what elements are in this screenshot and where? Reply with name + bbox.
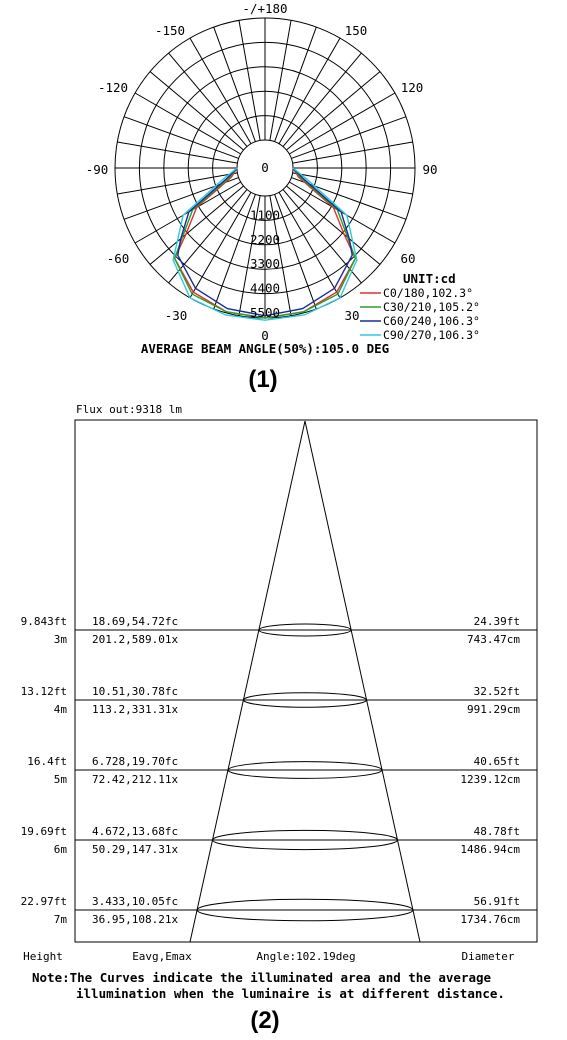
legend bbox=[360, 286, 480, 342]
height-m: 4m bbox=[53, 703, 67, 716]
polar-spoke bbox=[117, 142, 237, 163]
eavg-emax-lx: 72.42,212.11x bbox=[92, 773, 179, 786]
figure-label-2: (2) bbox=[250, 1007, 280, 1034]
column-header-height: Height bbox=[23, 950, 63, 963]
polar-spoke bbox=[286, 72, 379, 150]
eavg-emax-fc: 4.672,13.68fc bbox=[92, 825, 179, 838]
radial-tick-label: 3300 bbox=[249, 256, 281, 272]
legend-label: C0/180,102.3° bbox=[383, 286, 474, 300]
beam-angle-caption: AVERAGE BEAM ANGLE(50%):105.0 DEG bbox=[140, 341, 390, 356]
illuminance-cone-chart bbox=[21, 403, 537, 1034]
diameter-ft: 40.65ft bbox=[473, 755, 520, 768]
note-line-2: illumination when the luminaire is at different distance. bbox=[76, 986, 505, 1001]
eavg-emax-fc: 3.433,10.05fc bbox=[92, 895, 179, 908]
angle-label-right-30: 30 bbox=[344, 308, 360, 323]
polar-spoke bbox=[275, 27, 317, 142]
polar-spoke bbox=[124, 117, 239, 159]
flux-out-label: Flux out:9318 lm bbox=[76, 403, 182, 416]
polar-chart bbox=[86, 1, 480, 393]
height-m: 3m bbox=[53, 633, 67, 646]
angle-label-top: -/+180 bbox=[242, 1, 288, 16]
eavg-emax-lx: 201.2,589.01x bbox=[92, 633, 179, 646]
angle-label-right-60: 60 bbox=[400, 251, 416, 266]
angle-label-right-150: 150 bbox=[344, 23, 368, 38]
diameter-ft: 48.78ft bbox=[473, 825, 520, 838]
diameter-ft: 24.39ft bbox=[473, 615, 520, 628]
eavg-emax-fc: 6.728,19.70fc bbox=[92, 755, 179, 768]
eavg-emax-lx: 50.29,147.31x bbox=[92, 843, 179, 856]
diameter-cm: 1239.12cm bbox=[460, 773, 520, 786]
height-m: 5m bbox=[53, 773, 67, 786]
polar-spoke bbox=[150, 72, 243, 150]
column-header-diameter: Diameter bbox=[461, 950, 515, 963]
diameter-cm: 1486.94cm bbox=[460, 843, 520, 856]
polar-spoke bbox=[214, 27, 256, 142]
center-label-0: 0 bbox=[261, 160, 269, 175]
note-line-1: Note:The Curves indicate the illuminated area and the average bbox=[32, 970, 492, 985]
figure-label-1: (1) bbox=[248, 366, 278, 393]
polar-spoke bbox=[286, 186, 379, 264]
angle-label-left-90: -90 bbox=[85, 162, 109, 177]
polar-spoke bbox=[283, 53, 361, 146]
polar-spoke bbox=[293, 142, 413, 163]
angle-label-right-90: 90 bbox=[422, 162, 438, 177]
height-ft: 13.12ft bbox=[20, 685, 67, 698]
angle-label-right-120: 120 bbox=[400, 80, 424, 95]
diameter-ft: 56.91ft bbox=[473, 895, 520, 908]
unit-label: UNIT:cd bbox=[403, 271, 456, 286]
eavg-emax-lx: 113.2,331.31x bbox=[92, 703, 179, 716]
cone-rows bbox=[21, 615, 537, 926]
angle-label-left-120: -120 bbox=[97, 80, 129, 95]
polar-spoke bbox=[270, 20, 291, 140]
polar-spoke bbox=[169, 53, 247, 146]
diameter-cm: 743.47cm bbox=[467, 633, 520, 646]
legend-label: C30/210,105.2° bbox=[383, 300, 480, 314]
eavg-emax-fc: 18.69,54.72fc bbox=[92, 615, 179, 628]
column-header-eavg: Eavg,Emax bbox=[132, 950, 192, 963]
eavg-emax-lx: 36.95,108.21x bbox=[92, 913, 179, 926]
radial-tick-label: 5500 bbox=[249, 305, 281, 320]
height-ft: 22.97ft bbox=[20, 895, 67, 908]
diameter-cm: 991.29cm bbox=[467, 703, 520, 716]
radial-tick-label: 4400 bbox=[249, 280, 281, 296]
height-ft: 16.4ft bbox=[27, 755, 67, 768]
polar-spoke bbox=[239, 20, 260, 140]
radial-tick-label: 1100 bbox=[249, 207, 281, 223]
column-header-angle: Angle:102.19deg bbox=[256, 950, 356, 963]
legend-label: C90/270,106.3° bbox=[383, 328, 480, 342]
angle-label-left-30: -30 bbox=[164, 308, 188, 323]
polar-spoke bbox=[291, 117, 406, 159]
polar-spoke bbox=[275, 194, 317, 309]
height-ft: 19.69ft bbox=[20, 825, 67, 838]
angle-label-left-60: -60 bbox=[106, 251, 130, 266]
diameter-cm: 1734.76cm bbox=[460, 913, 520, 926]
legend-label: C60/240,106.3° bbox=[383, 314, 480, 328]
diameter-ft: 32.52ft bbox=[473, 685, 520, 698]
radial-tick-label: 2200 bbox=[249, 231, 281, 247]
cone-right-edge bbox=[305, 421, 420, 942]
polar-spoke bbox=[150, 186, 243, 264]
angle-label-bottom-0: 0 bbox=[261, 328, 269, 343]
angle-label-left-150: -150 bbox=[154, 23, 186, 38]
eavg-emax-fc: 10.51,30.78fc bbox=[92, 685, 179, 698]
cone-frame bbox=[75, 420, 537, 942]
cone-left-edge bbox=[190, 421, 305, 942]
height-ft: 9.843ft bbox=[20, 615, 67, 628]
height-m: 7m bbox=[53, 913, 67, 926]
height-m: 6m bbox=[53, 843, 67, 856]
